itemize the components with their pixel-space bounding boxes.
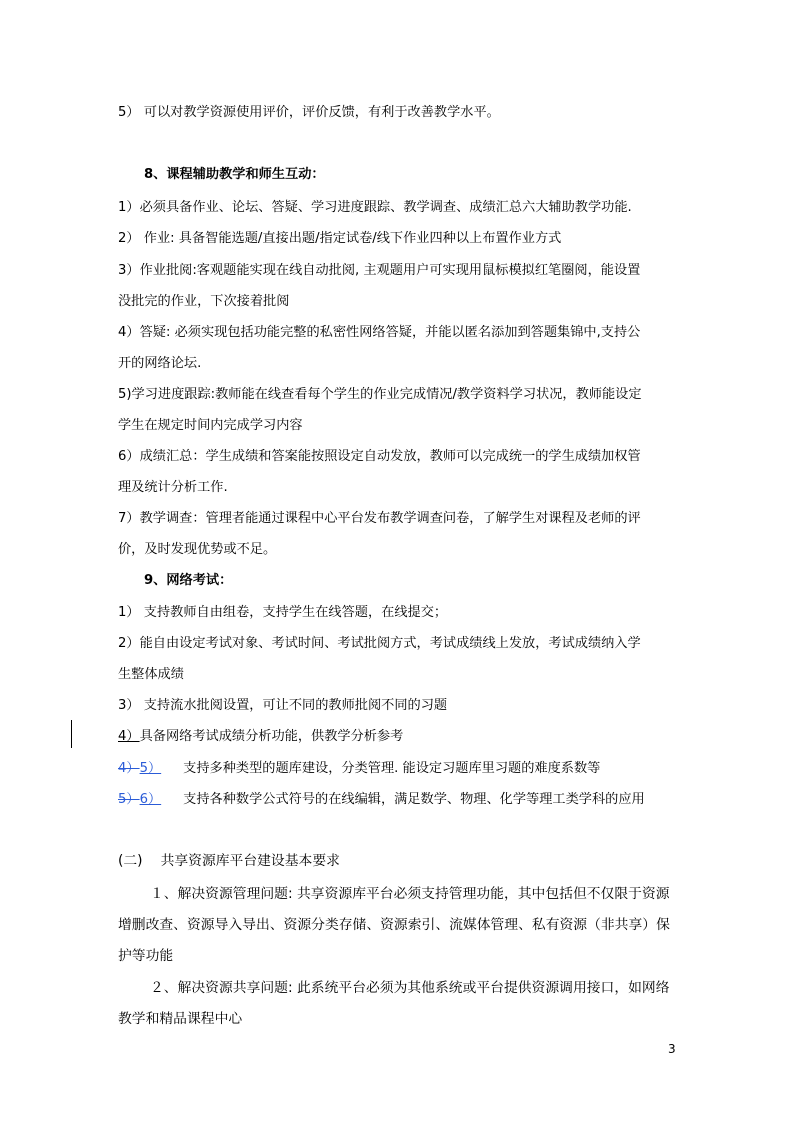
exam-item-2-line2: 生整体成绩 [118,667,184,682]
exam-item-6-text: 支持各种数学公式符号的在线编辑，满足数学、物理、化学等理工类学科的应用 [183,792,645,807]
exam-item-5-text: 支持多种类型的题库建设，分类管理. 能设定习题库里习题的难度系数等 [183,761,601,776]
revision-change-bar [71,720,72,748]
item-3-grading-line2: 没批完的作业，下次接着批阅 [118,294,290,309]
para-1-line1: １、解决资源管理问题: 共享资源库平台必须支持管理功能，其中包括但不仅限于资源 [150,886,670,902]
para-2-line2: 教学和精品课程中心 [118,1011,243,1027]
item-2-homework: 2） 作业: 具备智能选题/直接出题/指定试卷/线下作业四种以上布置作业方式 [118,231,562,246]
exam-item-2-line1: 2）能自由设定考试对象、考试时间、考试批阅方式，考试成绩线上发放，考试成绩纳入学 [118,636,641,651]
item-4-qa-line2: 开的网络论坛. [118,356,202,371]
item-5-progress-line2: 学生在规定时间内完成学习内容 [118,418,303,433]
para-1-line3: 护等功能 [118,948,174,964]
item-7-survey-line1: 7）教学调查：管理者能通过课程中心平台发布教学调查问卷，了解学生对课程及老师的评 [118,511,641,526]
exam-item-6-new-number: 6） [139,792,162,807]
item-6-scores-line2: 理及统计分析工作. [118,480,228,495]
section-2-number: (二) [118,853,143,869]
section-2-title: 共享资源库平台建设基本要求 [160,853,340,869]
exam-item-6-old-number: 5） [118,792,140,807]
exam-item-5 [118,760,600,778]
para-2-line1: ２、解决资源共享问题: 此系统平台必须为其他系统或平台提供资源调用接口，如网络 [150,980,670,996]
page-number: 3 [668,1042,676,1056]
exam-item-4-number: 4） [118,729,140,744]
exam-item-5-old-number: 4） [118,761,140,776]
heading-9-online-exam: 9、网络考试： [144,573,233,588]
item-3-grading-line1: 3）作业批阅:客观题能实现在线自动批阅, 主观题用户可实现用鼠标模拟红笔圈阅，能设置 [118,263,641,278]
item-1-assist-functions: 1）必须具备作业、论坛、答疑、学习进度跟踪、教学调查、成绩汇总六大辅助教学功能. [118,200,632,215]
section-2-heading [118,852,340,870]
item-7-survey-line2: 价，及时发现优势或不足。 [118,542,277,557]
item-4-qa-line1: 4）答疑: 必须实现包括功能完整的私密性网络答疑，并能以匿名添加到答题集锦中,支持公 [118,325,641,340]
heading-8-course-assist: 8、课程辅助教学和师生互动： [144,167,325,182]
exam-item-4-text: 具备网络考试成绩分析功能，供教学分析参考 [139,729,404,744]
item-5-resource-evaluation: 5） 可以对教学资源使用评价，评价反馈，有利于改善教学水平。 [118,105,500,120]
exam-item-4 [118,728,403,746]
exam-item-1: 1） 支持教师自由组卷，支持学生在线答题，在线提交； [118,605,448,620]
para-1-line2: 增删改查、资源导入导出、资源分类存储、资源索引、流媒体管理、私有资源（非共享）保 [118,917,670,933]
exam-item-6 [118,791,645,809]
item-6-scores-line1: 6）成绩汇总：学生成绩和答案能按照设定自动发放，教师可以完成统一的学生成绩加权管 [118,449,641,464]
exam-item-3: 3） 支持流水批阅设置，可让不同的教师批阅不同的习题 [118,698,448,713]
item-5-progress-line1: 5)学习进度跟踪:教师能在线查看每个学生的作业完成情况/教学资料学习状况，教师能设定 [118,387,642,402]
exam-item-5-new-number: 5） [139,761,162,776]
